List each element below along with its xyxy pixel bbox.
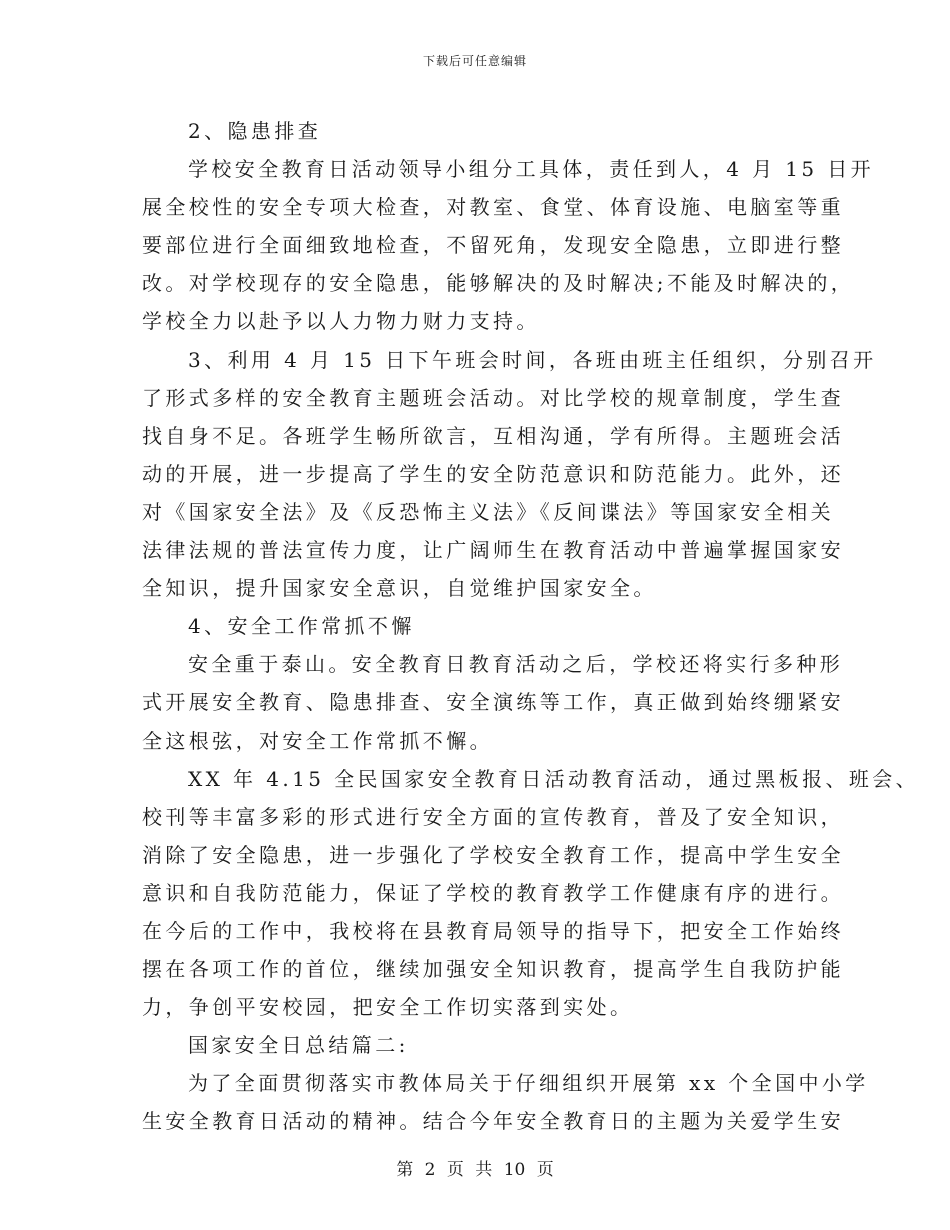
text-line: 找自身不足。各班学生畅所欲言，互相沟通，学有所得。主题班会活 xyxy=(142,423,844,448)
text-line: 在今后的工作中，我校将在县教育局领导的指导下，把安全工作始终 xyxy=(142,918,844,943)
text-line: 安全重于泰山。安全教育日教育活动之后，学校还将实行多种形 xyxy=(188,652,844,677)
page-header: 下载后可任意编辑 xyxy=(422,54,527,68)
text-line: 改。对学校现存的安全隐患，能够解决的及时解决;不能及时解决的， xyxy=(142,271,855,296)
text-line: 学校全力以赴予以人力物力财力支持。 xyxy=(142,309,540,334)
text-line: 学校安全教育日活动领导小组分工具体，责任到人，4 月 15 日开 xyxy=(188,157,875,182)
text-line: 式开展安全教育、隐患排查、安全演练等工作，真正做到始终绷紧安 xyxy=(142,690,844,715)
text-line: 2、隐患排查 xyxy=(188,119,322,143)
text-line: 意识和自我防范能力，保证了学校的教育教学工作健康有序的进行。 xyxy=(142,880,844,905)
text-line: 校刊等丰富多彩的形式进行安全方面的宣传教育，普及了安全知识， xyxy=(142,804,844,829)
text-line: 动的开展，进一步提高了学生的安全防范意识和防范能力。此外，还 xyxy=(142,461,844,486)
text-line: 了形式多样的安全教育主题班会活动。对比学校的规章制度，学生查 xyxy=(142,385,844,410)
text-line: 法律法规的普法宣传力度，让广阔师生在教育活动中普遍掌握国家安 xyxy=(142,538,844,563)
text-line: XX 年 4.15 全民国家安全教育日活动教育活动，通过黑板报、班会、 xyxy=(188,766,920,791)
text-line: 全知识，提升国家安全意识，自觉维护国家安全。 xyxy=(142,576,657,601)
text-line: 国家安全日总结篇二: xyxy=(188,1033,409,1058)
text-line: 生安全教育日活动的精神。结合今年安全教育日的主题为关爱学生安 xyxy=(142,1109,844,1134)
text-line: 摆在各项工作的首位，继续加强安全知识教育，提高学生自我防护能 xyxy=(142,957,844,982)
text-line: 展全校性的安全专项大检查，对教室、食堂、体育设施、电脑室等重 xyxy=(142,195,844,220)
text-line: 力，争创平安校园，把安全工作切实落到实处。 xyxy=(142,995,634,1020)
page-footer: 第 2 页 共 10 页 xyxy=(396,1160,554,1180)
text-line: 消除了安全隐患，进一步强化了学校安全教育工作，提高中学生安全 xyxy=(142,842,844,867)
document-body xyxy=(142,112,920,1141)
text-line: 对《国家安全法》及《反恐怖主义法》《反间谍法》等国家安全相关 xyxy=(142,499,834,524)
text-line: 4、安全工作常抓不懈 xyxy=(188,614,415,639)
text-line: 为了全面贯彻落实市教体局关于仔细组织开展第 xx 个全国中小学 xyxy=(188,1071,869,1096)
text-line: 3、利用 4 月 15 日下午班会时间，各班由班主任组织，分别召开 xyxy=(188,347,877,372)
text-line: 要部位进行全面细致地检查，不留死角，发现安全隐患，立即进行整 xyxy=(142,233,844,258)
text-line: 全这根弦，对安全工作常抓不懈。 xyxy=(142,728,493,753)
